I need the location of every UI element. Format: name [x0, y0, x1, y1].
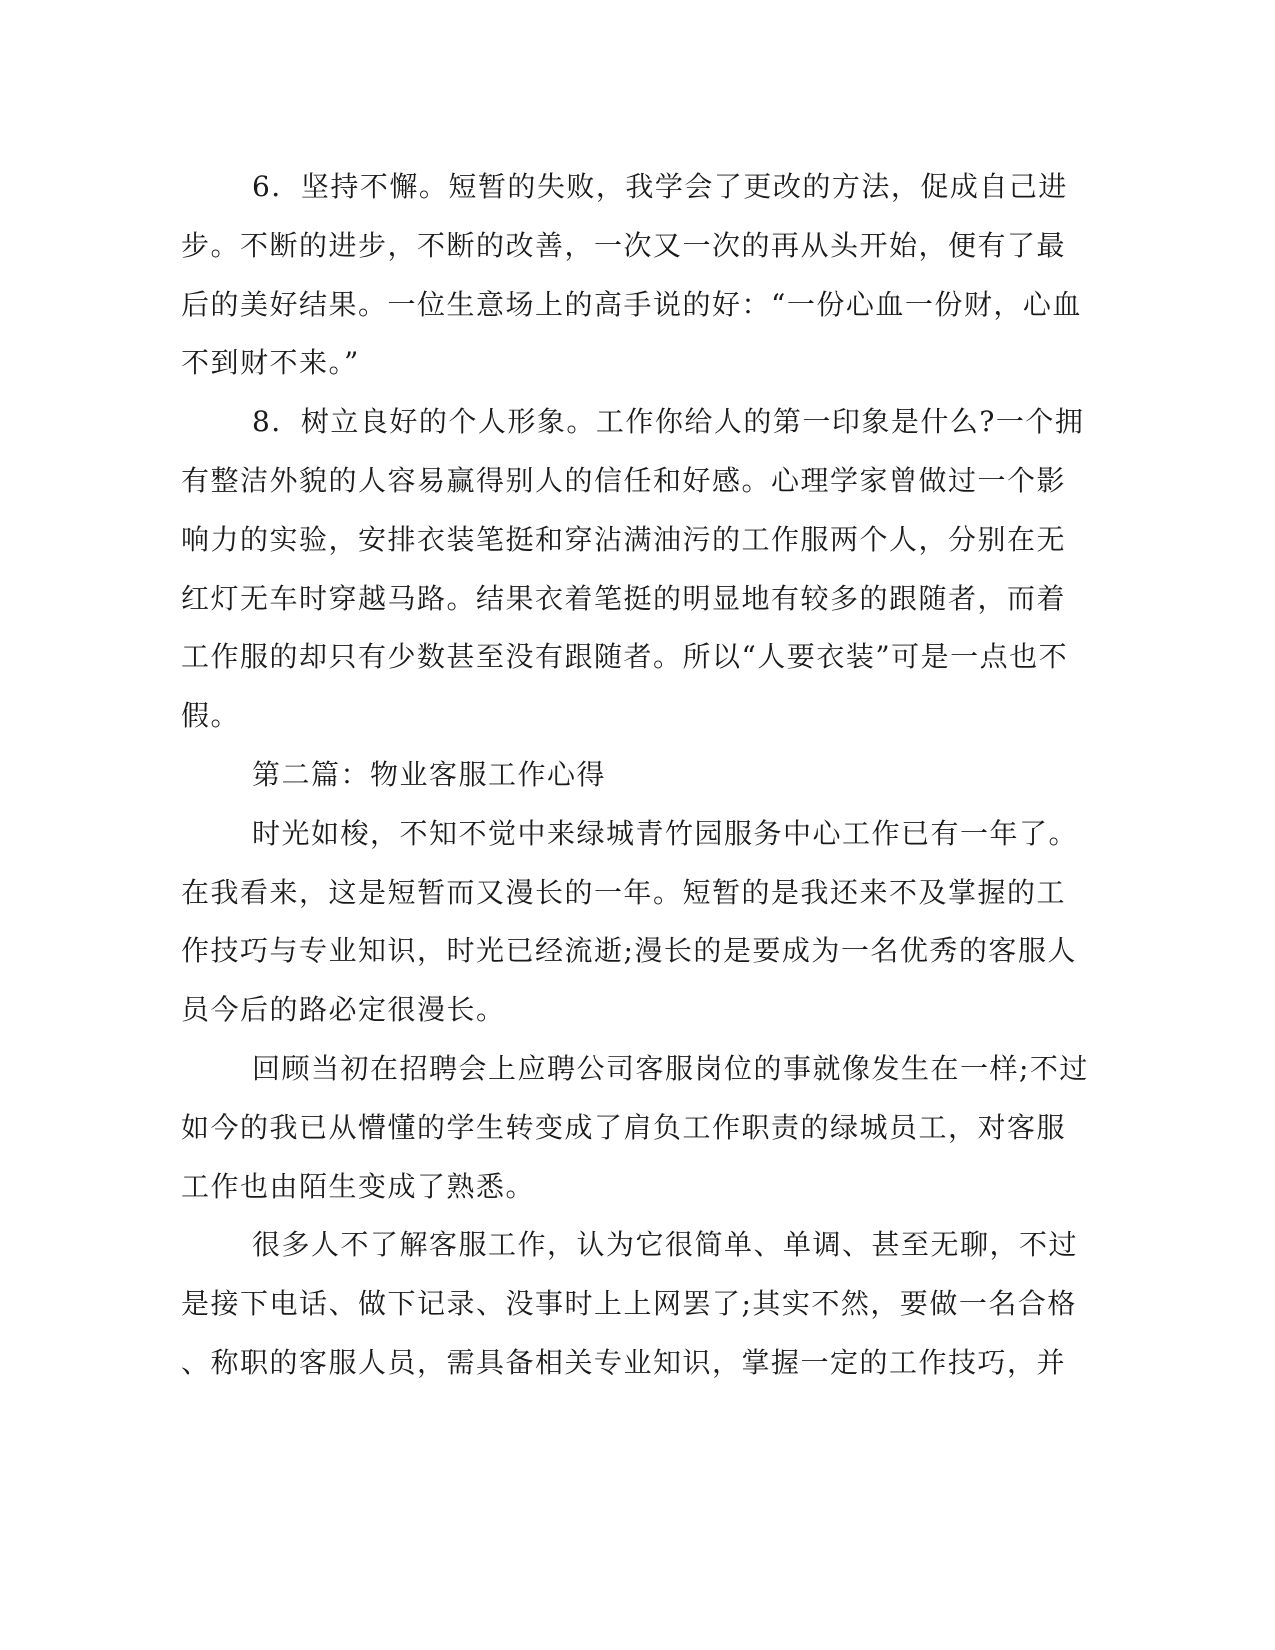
paragraph-intro	[181, 805, 1079, 1040]
paragraph-review	[181, 1040, 1089, 1216]
text-line: 时光如梭，不知不觉中来绿城青竹园服务中心工作已有一年了。	[252, 816, 1079, 850]
text-line: 红灯无车时穿越马路。结果衣着笔挺的明显地有较多的跟随者，而着	[181, 581, 1067, 615]
text-line: 、称职的客服人员，需具备相关专业知识，掌握一定的工作技巧，并	[181, 1345, 1067, 1379]
text-line: 工作也由陌生变成了熟悉。	[181, 1169, 536, 1203]
paragraph-6-persistence	[181, 158, 1082, 393]
text-line: 响力的实验，安排衣装笔挺和穿沾满油污的工作服两个人，分别在无	[181, 522, 1067, 556]
paragraph-8-image	[181, 393, 1085, 746]
text-line: 很多人不了解客服工作，认为它很简单、单调、甚至无聊，不过	[252, 1228, 1079, 1262]
document-body	[181, 158, 1089, 1393]
section-title: 第二篇：物业客服工作心得	[252, 757, 607, 791]
text-line: 作技巧与专业知识，时光已经流逝;漫长的是要成为一名优秀的客服人	[181, 934, 1077, 968]
text-line: 在我看来，这是短暂而又漫长的一年。短暂的是我还来不及掌握的工	[181, 875, 1067, 909]
text-line: 6．坚持不懈。短暂的失败，我学会了更改的方法，促成自己进	[252, 170, 1068, 203]
paragraph-misconception	[181, 1216, 1079, 1392]
text-line: 假。	[181, 699, 241, 733]
section-heading	[181, 746, 1031, 805]
text-line: 8．树立良好的个人形象。工作你给人的第一印象是什么?一个拥	[252, 405, 1085, 439]
text-line: 是接下电话、做下记录、没事时上上网罢了;其实不然，要做一名合格	[181, 1287, 1077, 1321]
text-line: 工作服的却只有少数甚至没有跟随者。所以“人要衣装”可是一点也不	[181, 640, 1069, 674]
text-line: 不到财不来。”	[181, 346, 360, 380]
text-line: 步。不断的进步，不断的改善，一次又一次的再从头开始，便有了最	[181, 228, 1067, 262]
text-line: 回顾当初在招聘会上应聘公司客服岗位的事就像发生在一样;不过	[252, 1051, 1089, 1085]
text-line: 后的美好结果。一位生意场上的高手说的好：“一份心血一份财，心血	[181, 287, 1082, 321]
text-line: 员今后的路必定很漫长。	[181, 993, 506, 1027]
text-line: 有整洁外貌的人容易赢得别人的信任和好感。心理学家曾做过一个影	[181, 463, 1067, 497]
text-line: 如今的我已从懵懂的学生转变成了肩负工作职责的绿城员工，对客服	[181, 1110, 1067, 1144]
